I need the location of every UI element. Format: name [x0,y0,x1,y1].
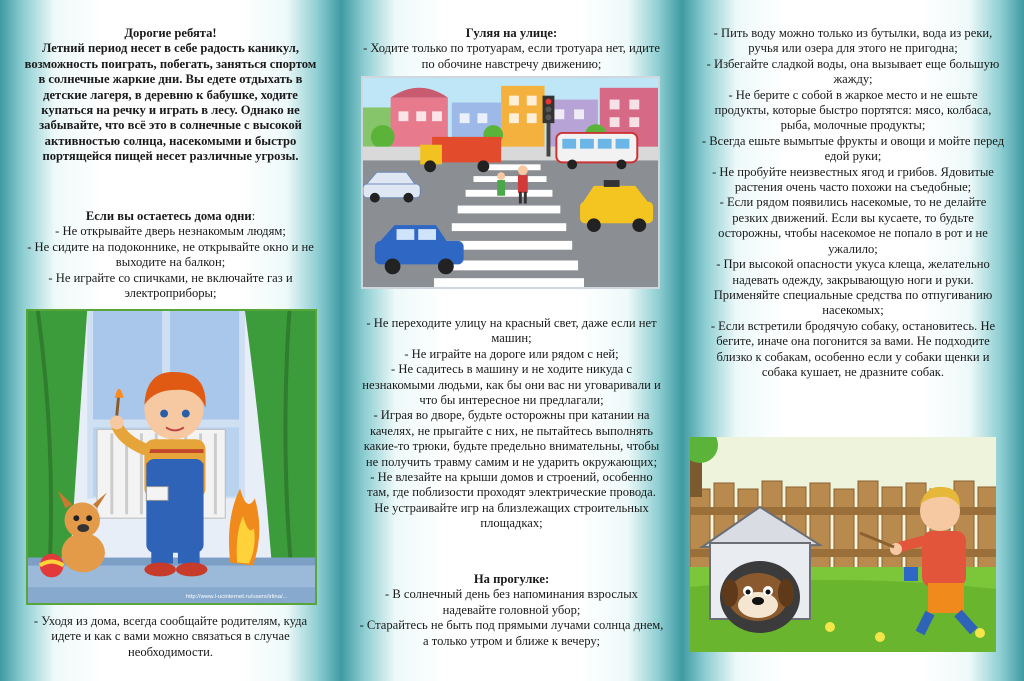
street-item-3: - Не играйте на дороге или рядом с ней; [404,346,619,361]
health-item-3: - Не берите с собой в жаркое место и не ешьте продукты, которые быстро портятся: мясо, колбаса, рыба, молочные продукты; [714,87,992,133]
panel-middle [341,0,682,681]
health-item-1: - Пить воду можно только из бутылки, вода из реки, ручья или озера для этого не пригодна; [713,26,993,56]
panel-left [0,0,341,681]
home-alone-heading-colon: : [251,209,256,223]
health-item-5: - Не пробуйте неизвестных ягод и грибов. Ядовитые растения очень часто похожи на съедобные; [712,164,994,195]
health-item-6: - Если рядом появились насекомые, то не делайте резких движений. Если вы кусаете, то будьте осторожны, чтобы насекомое не попало в рот и не ужалило; [718,195,988,256]
street-item-5: - Играя во дворе, будьте осторожны при катании на качелях, не прыгайте с них, не пытайтесь выполнять какие-то трюки, будьте предельно внимательны, чтобы не получить травму самим и не ударить окружающих; [363,408,660,469]
street-item-2: - Не переходите улицу на красный свет, даже если нет машин; [366,316,657,346]
street-item-4: - Не садитесь в машину и не ходите никуда с незнакомыми людьми, как бы они вас ни уговаривали и что бы интересное ни предлагали; [362,362,661,408]
health-item-8: - Если встретили бродячую собаку, остановитесь. Не бегите, иначе она погонится за вами. Не подходите близко к собакам, особенно если у собаки щенки и собака кушает, не дразните собак. [710,318,996,379]
street-item-6: - Не влезайте на крыши домов и строений, особенно там, где поблизости проходят электрические провода. Не устраивайте игр на близлежащих строительных площадках; [367,470,656,531]
boy-teasing-dog-illustration [690,437,996,652]
street-heading: Гуляя на улице: [465,26,558,40]
image-caption: http://www.l-ucinternet.ru/users/irlina/... [185,594,288,601]
walk-item-1: - В солнечный день без напоминания взрослых надевайте головной убор; [385,587,638,617]
street-rules-block [359,316,664,532]
walk-heading: На прогулке: [473,572,550,586]
walk-item-2: - Старайтесь не быть под прямыми лучами солнца днем, а только утром и ближе к вечеру; [359,618,664,648]
home-item-3: - Не играйте со спичками, не включайте газ и электроприборы; [48,270,293,301]
intro-title: Дорогие ребята! [124,26,217,40]
street-intro-block [359,26,664,72]
health-rules-block [700,26,1006,380]
health-item-4: - Всегда ешьте вымытые фрукты и овощи и мойте перед едой руки; [701,133,1005,164]
intro-text: Летний период несет в себе радость каникул, возможность поиграть, побегать, заняться спортом в солнечные жаркие дни. Вы едете отдыхать в детские лагеря, в деревню к бабушке, ходите купаться на речку и играть в лесу. Однако не забывайте, что всё это в солнечные с высокой активностью солнца, насекомыми и быстро портящейся пищей несет различные угрозы. [24,41,317,164]
walk-block [359,572,664,649]
street-crossing-illustration [361,76,660,289]
health-item-2: - Избегайте сладкой воды, она вызывает еще большую жажду; [706,56,1000,87]
street-item-1: - Ходите только по тротуарам, если тротуара нет, идите по обочине навстречу движению; [363,41,660,71]
boy-with-matches-illustration [26,309,317,605]
home-item-1: - Не открывайте дверь незнакомым людям; [55,224,286,239]
leaving-home-text: - Уходя из дома, всегда сообщайте родителям, куда идете и как с вами можно связаться в случае необходимости. [33,614,308,659]
home-alone-heading: Если вы остаетесь дома одни [85,209,252,223]
panel-right [682,0,1024,681]
health-item-7: - При высокой опасности укуса клеща, желательно надевать одежду, закрывающую ноги и руки. Применяйте специальные средства по отпугиванию насекомых; [713,257,993,318]
home-item-2: - Не сидите на подоконнике, не открывайте окно и не выходите на балкон; [27,239,314,270]
intro-block [20,26,321,165]
home-alone-block [20,209,321,301]
